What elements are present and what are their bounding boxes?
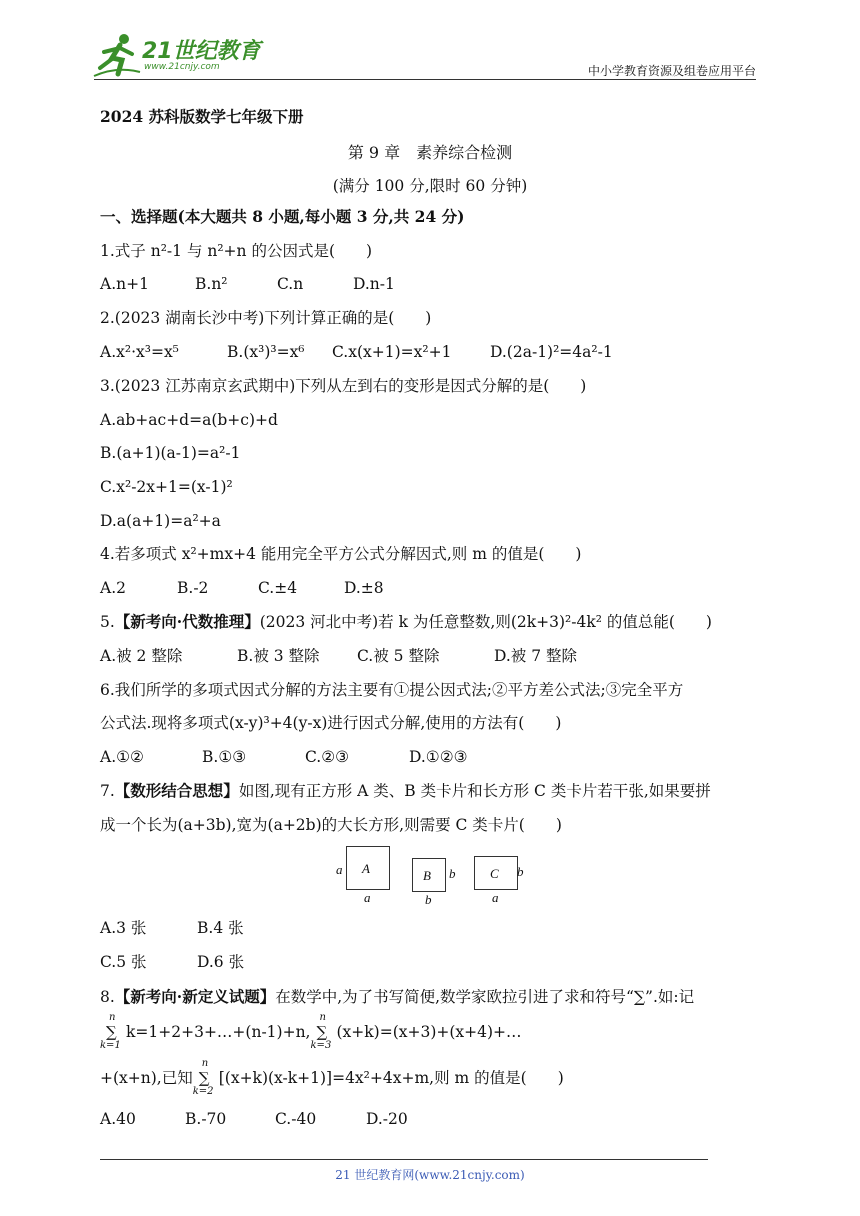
option-c[interactable]: C.-40 bbox=[275, 1110, 317, 1128]
option-d[interactable]: D.n-1 bbox=[353, 275, 395, 293]
card-c bbox=[474, 856, 518, 890]
option-a[interactable]: A.3 张 bbox=[100, 919, 147, 937]
header-rule bbox=[94, 79, 756, 80]
question-2-stem: 2.(2023 湖南长沙中考)下列计算正确的是( ) bbox=[100, 309, 432, 327]
question-text: 如图,现有正方形 A 类、B 类卡片和长方形 C 类卡片若干张,如果要拼 bbox=[238, 782, 711, 800]
question-3-option-d[interactable]: D.a(a+1)=a²+a bbox=[100, 512, 221, 530]
question-number: 5. bbox=[100, 613, 115, 631]
sum-expression-3: [(x+k)(x-k+1)]=4x²+4x+m,则 m 的值是( ) bbox=[218, 1069, 564, 1087]
option-a[interactable]: A.被 2 整除 bbox=[100, 647, 183, 665]
option-d[interactable]: D.-20 bbox=[366, 1110, 408, 1128]
sum-expression-1: k=1+2+3+…+(n-1)+n, bbox=[126, 1023, 311, 1041]
platform-name: 中小学教育资源及组卷应用平台 bbox=[587, 64, 756, 78]
question-6-stem-line-1: 6.我们所学的多项式因式分解的方法主要有①提公因式法;②平方差公式法;③完全平方 bbox=[100, 681, 684, 699]
option-c[interactable]: C.被 5 整除 bbox=[357, 647, 440, 665]
question-1-stem: 1.式子 n²-1 与 n²+n 的公因式是( ) bbox=[100, 242, 373, 260]
question-number: 7. bbox=[100, 782, 115, 800]
sum-symbol-3: n ∑ k=2 bbox=[192, 1058, 214, 1097]
line-lead: +(x+n),已知 bbox=[100, 1069, 193, 1087]
question-3-option-c[interactable]: C.x²-2x+1=(x-1)² bbox=[100, 478, 233, 496]
question-tag: 【新考向·新定义试题】 bbox=[114, 987, 276, 1006]
question-number: 8. bbox=[100, 988, 115, 1006]
question-text: 在数学中,为了书写简便,数学家欧拉引进了求和符号“∑”.如:记 bbox=[275, 988, 695, 1006]
option-b[interactable]: B.①③ bbox=[202, 748, 247, 766]
option-b[interactable]: B.被 3 整除 bbox=[237, 647, 320, 665]
option-b[interactable]: B.n² bbox=[195, 275, 228, 293]
question-7-stem-line-1 bbox=[100, 781, 711, 801]
option-d[interactable]: D.(2a-1)²=4a²-1 bbox=[490, 343, 613, 361]
option-b[interactable]: B.(x³)³=x⁶ bbox=[227, 343, 305, 361]
card-c-label: C bbox=[490, 866, 499, 881]
label-bottom-b: b bbox=[425, 892, 432, 907]
option-a[interactable]: A.①② bbox=[100, 748, 144, 766]
footer-rule bbox=[100, 1159, 708, 1160]
question-8-stem-line-1 bbox=[100, 987, 694, 1007]
question-6-stem-line-2: 公式法.现将多项式(x-y)³+4(y-x)进行因式分解,使用的方法有( ) bbox=[100, 714, 562, 732]
question-3-stem: 3.(2023 江苏南京玄武期中)下列从左到右的变形是因式分解的是( ) bbox=[100, 377, 587, 395]
question-3-option-a[interactable]: A.ab+ac+d=a(b+c)+d bbox=[100, 411, 278, 429]
card-figure bbox=[330, 846, 530, 906]
question-tag: 【数形结合思想】 bbox=[114, 781, 239, 800]
option-a[interactable]: A.40 bbox=[100, 1110, 136, 1128]
option-b[interactable]: B.-2 bbox=[177, 579, 209, 597]
runner-logo-icon bbox=[92, 32, 142, 78]
section-heading-text: 一、选择题(本大题共 8 小题,每小题 3 分,共 24 分) bbox=[100, 207, 465, 226]
section-heading bbox=[100, 207, 464, 227]
option-d[interactable]: D.①②③ bbox=[409, 748, 468, 766]
site-logo bbox=[92, 30, 262, 80]
logo-text: 21世纪教育 bbox=[142, 39, 261, 64]
label-side-a: a bbox=[336, 862, 343, 877]
option-d[interactable]: D.±8 bbox=[344, 579, 384, 597]
question-5-stem bbox=[100, 612, 712, 632]
option-a[interactable]: A.2 bbox=[100, 579, 126, 597]
sum-expression-2: (x+k)=(x+3)+(x+4)+… bbox=[336, 1023, 522, 1041]
question-8-stem-line-3 bbox=[100, 1058, 564, 1097]
option-d[interactable]: D.被 7 整除 bbox=[494, 647, 578, 665]
sum-symbol-2: n ∑ k=3 bbox=[310, 1012, 332, 1051]
option-b[interactable]: B.4 张 bbox=[197, 919, 244, 937]
card-a bbox=[346, 846, 390, 890]
option-b[interactable]: B.-70 bbox=[185, 1110, 227, 1128]
option-a[interactable]: A.x²·x³=x⁵ bbox=[100, 343, 179, 361]
footer-text[interactable]: 21 世纪教育网(www.21cnjy.com) bbox=[335, 1168, 525, 1182]
option-c[interactable]: C.n bbox=[277, 275, 304, 293]
question-text: (2023 河北中考)若 k 为任意整数,则(2k+3)²-4k² 的值总能( ) bbox=[259, 613, 712, 631]
option-c[interactable]: C.②③ bbox=[305, 748, 350, 766]
sum-symbol-1: n ∑ k=1 bbox=[100, 1012, 121, 1051]
option-c[interactable]: C.5 张 bbox=[100, 953, 147, 971]
question-7-stem-line-2: 成一个长为(a+3b),宽为(a+2b)的大长方形,则需要 C 类卡片( ) bbox=[100, 816, 562, 834]
card-b-label: B bbox=[423, 868, 431, 883]
logo-url: www.21cnjy.com bbox=[144, 62, 220, 72]
label-bottom-a-c: a bbox=[492, 890, 499, 905]
label-side-b-c: b bbox=[517, 864, 524, 879]
card-a-label: A bbox=[362, 861, 370, 876]
question-3-option-b[interactable]: B.(a+1)(a-1)=a²-1 bbox=[100, 444, 241, 462]
chapter-title: 第 9 章 素养综合检测 bbox=[347, 143, 513, 162]
option-c[interactable]: C.±4 bbox=[258, 579, 298, 597]
label-bottom-a: a bbox=[364, 890, 371, 905]
option-a[interactable]: A.n+1 bbox=[100, 275, 149, 293]
label-side-b: b bbox=[449, 866, 456, 881]
book-title: 2024 苏科版数学七年级下册 bbox=[100, 107, 304, 126]
option-c[interactable]: C.x(x+1)=x²+1 bbox=[332, 343, 452, 361]
question-8-stem-line-2 bbox=[100, 1012, 522, 1051]
exam-subtitle: (满分 100 分,限时 60 分钟) bbox=[332, 177, 528, 195]
question-tag: 【新考向·代数推理】 bbox=[114, 612, 260, 631]
question-4-stem: 4.若多项式 x²+mx+4 能用完全平方公式分解因式,则 m 的值是( ) bbox=[100, 545, 582, 563]
card-b bbox=[412, 858, 446, 892]
option-d[interactable]: D.6 张 bbox=[197, 953, 245, 971]
